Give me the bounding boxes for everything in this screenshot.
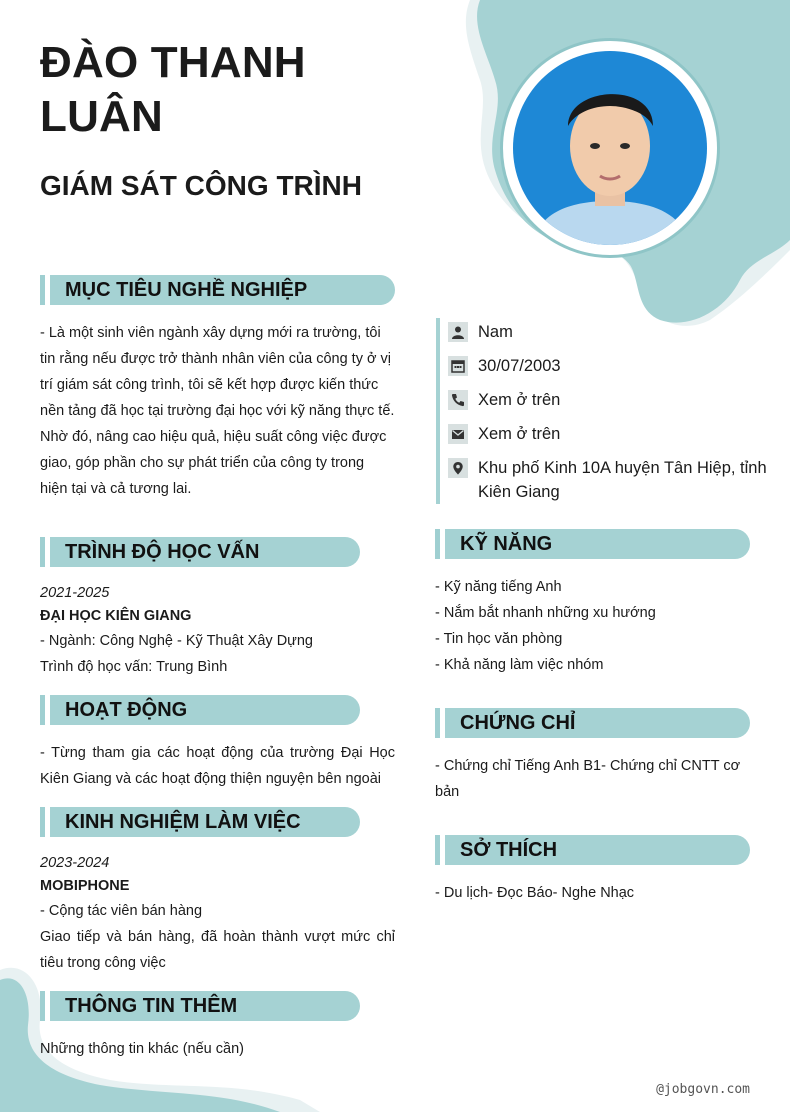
education-major: - Ngành: Công Nghệ - Kỹ Thuật Xây Dựng [40, 633, 314, 649]
activities-text: - Từng tham gia các hoạt động của trường Đại Học Kiên Giang và các hoạt động thiện nguyện bên ngoài [40, 745, 395, 787]
job-title: GIÁM SÁT CÔNG TRÌNH [40, 170, 362, 201]
experience-period: 2023-2024 [40, 855, 110, 871]
skill-item: - Nắm bắt nhanh những xu hướng [435, 605, 656, 621]
section-education [40, 537, 360, 567]
contact-gender: Nam [478, 323, 513, 341]
section-title-certificates: CHỨNG CHỈ [460, 712, 576, 734]
profile-photo-frame [500, 38, 720, 258]
education-school: ĐẠI HỌC KIÊN GIANG [40, 608, 192, 624]
contact-dob: 30/07/2003 [478, 357, 561, 375]
skill-item: - Tin học văn phòng [435, 631, 563, 647]
contact-address: Khu phố Kinh 10A huyện Tân Hiệp, tỉnh Kiên Giang [478, 459, 767, 501]
candidate-name: ĐÀO THANH LUÂN [40, 38, 306, 141]
experience-company: MOBIPHONE [40, 878, 130, 894]
section-objective [40, 275, 395, 305]
skill-item: - Kỹ năng tiếng Anh [435, 579, 562, 595]
mail-icon [448, 424, 468, 444]
section-title-skills: KỸ NĂNG [460, 533, 553, 555]
section-experience [40, 807, 360, 837]
section-title-activities: HOẠT ĐỘNG [65, 699, 188, 721]
calendar-icon [448, 356, 468, 376]
hobbies-text: - Du lịch- Đọc Báo- Nghe Nhạc [435, 885, 635, 901]
section-more-info [40, 991, 360, 1021]
certificates-text: - Chứng chỉ Tiếng Anh B1- Chứng chỉ CNTT cơ bản [435, 758, 741, 800]
experience-desc: Giao tiếp và bán hàng, đã hoàn thành vượt mức chỉ tiêu trong công việc [40, 929, 395, 971]
contact-info [436, 318, 768, 504]
section-title-hobbies: SỞ THÍCH [460, 839, 558, 861]
section-title-more-info: THÔNG TIN THÊM [65, 995, 238, 1017]
skill-item: - Khả năng làm việc nhóm [435, 657, 604, 673]
education-period: 2021-2025 [40, 585, 110, 601]
section-activities [40, 695, 360, 725]
more-info-text: Những thông tin khác (nếu cần) [40, 1041, 244, 1057]
education-level: Trình độ học vấn: Trung Bình [40, 659, 228, 675]
section-title-education: TRÌNH ĐỘ HỌC VẤN [65, 541, 260, 563]
contact-email: Xem ở trên [478, 425, 561, 443]
person-icon [448, 322, 468, 342]
objective-text: - Là một sinh viên ngành xây dựng mới ra trường, tôi tin rằng nếu được trở thành nhân viên của công ty ở vị trí giám sát công trình, tôi sẽ kết hợp được kiến thức nền tảng đã học tại trường đại học với kỹ năng thực tế. Nhờ đó, nâng cao hiệu quả, hiệu suất công việc được giao, góp phần cho sự phát triển của công ty trong hiện tại và cả tương lai. [40, 325, 395, 497]
section-title-objective: MỤC TIÊU NGHỀ NGHIỆP [65, 279, 308, 301]
experience-position: - Cộng tác viên bán hàng [40, 903, 203, 919]
section-title-experience: KINH NGHIỆM LÀM VIỆC [65, 811, 301, 833]
contact-email-row [448, 420, 768, 454]
location-pin-icon [448, 458, 468, 478]
section-skills [435, 529, 750, 559]
phone-icon [448, 390, 468, 410]
contact-phone-row [448, 386, 768, 420]
section-hobbies [435, 835, 750, 865]
contact-phone: Xem ở trên [478, 391, 561, 409]
contact-dob-row [448, 352, 768, 386]
contact-gender-row [448, 318, 768, 352]
profile-photo [513, 51, 707, 245]
watermark: @jobgovn.com [656, 1082, 750, 1097]
contact-address-row [448, 454, 768, 504]
section-certificates [435, 708, 750, 738]
